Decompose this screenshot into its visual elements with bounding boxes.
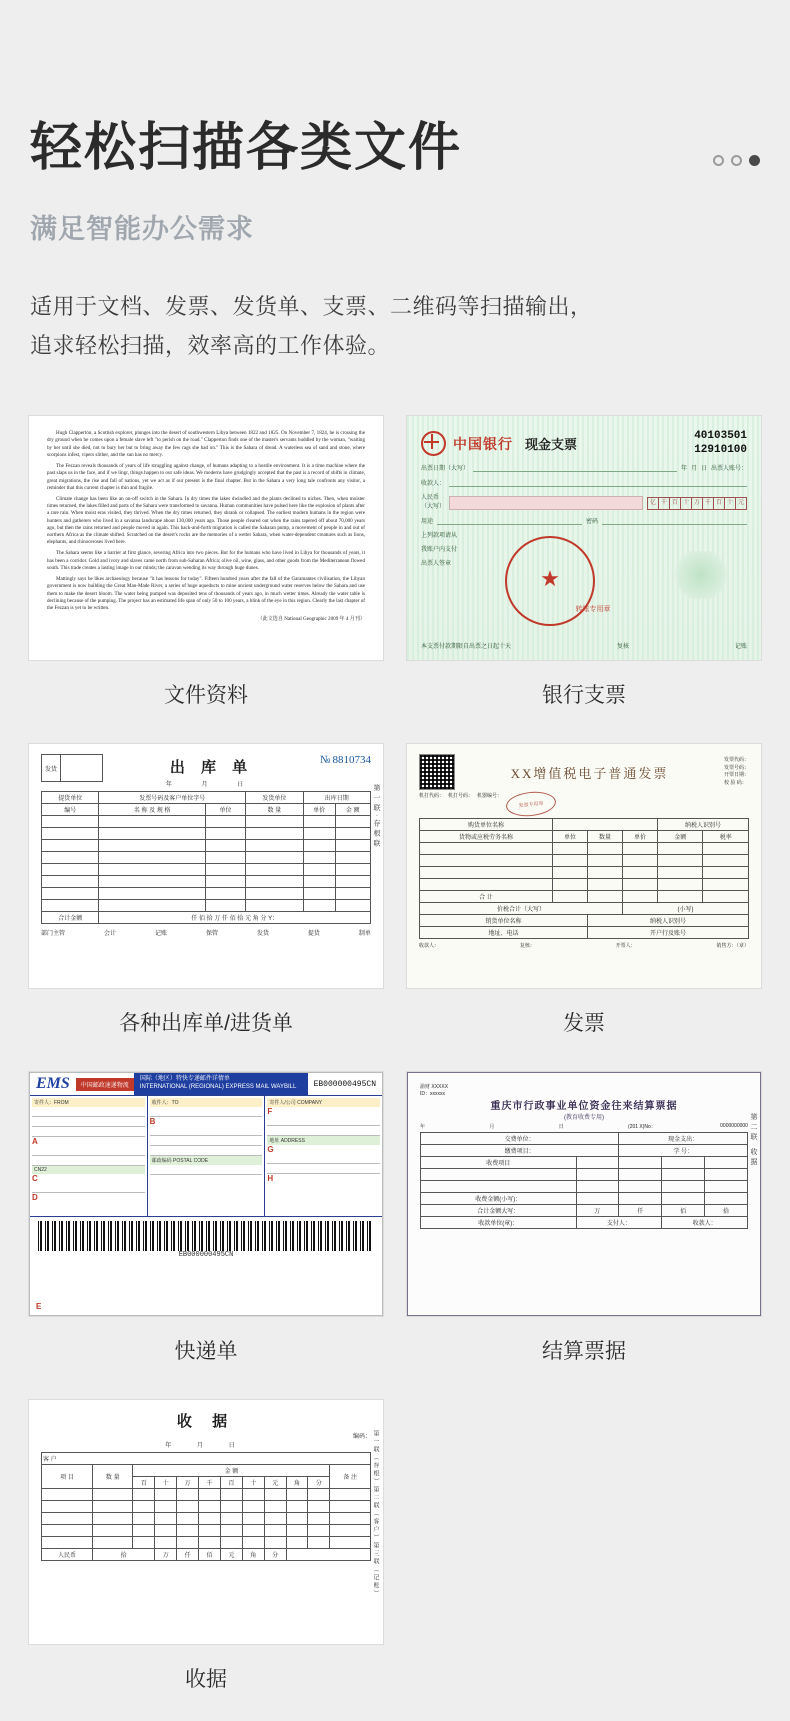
cheque-usage-row — [421, 515, 747, 525]
footer-item: 制单 — [358, 931, 371, 938]
table-row — [420, 903, 749, 915]
caption-receipt: 收据 — [185, 1668, 227, 1692]
page-subtitle: 满足智能办公需求 — [30, 214, 254, 245]
footer-item: 复核： — [519, 943, 535, 950]
cheque-amount-units — [647, 497, 747, 510]
outbound-head-cell: 出库日期 — [303, 792, 370, 804]
invoice-seller-label: 地址、电话 — [420, 927, 588, 939]
ems-field-line[interactable] — [150, 1165, 263, 1175]
document-body — [29, 416, 383, 641]
dot-indicator-2 — [731, 155, 742, 166]
table-row — [421, 1181, 748, 1193]
outbound-side-text: 第一联·存根联 — [373, 784, 380, 850]
outbound-total-units: 仟 佰 拾 万 仟 佰 拾 元 角 分 Y： — [99, 912, 371, 924]
cheque-number-line-2: 12910100 — [694, 443, 747, 456]
settlement-row-label: 收费项目 — [421, 1157, 577, 1169]
settlement-table — [420, 1132, 748, 1229]
sample-cell-cheque — [406, 415, 762, 737]
ems-title — [134, 1073, 308, 1095]
invoice-label: 校 验 码： — [723, 779, 747, 786]
invoice-seller-label: 销货单位名称 — [420, 915, 588, 927]
ems-letter-f: F — [267, 1107, 273, 1117]
footer-item: 收款人： — [419, 943, 440, 950]
caption-invoice: 发票 — [563, 1012, 605, 1036]
ems-field-line[interactable] — [32, 1107, 145, 1117]
table-total-row — [42, 912, 371, 924]
col-header: 金 额 — [335, 804, 370, 816]
footer-item: 保管 — [205, 931, 218, 938]
table-row — [42, 792, 371, 804]
outbound-head-cell: 发货单位 — [246, 792, 303, 804]
express-col-from — [30, 1096, 148, 1216]
cheque-amount-field[interactable] — [449, 496, 643, 510]
sample-cell-document — [28, 415, 384, 737]
sample-cell-settlement — [406, 1071, 762, 1393]
invoice-label: 发票代码： — [723, 757, 749, 764]
settlement-row-label: 交费单位： — [421, 1133, 619, 1145]
ems-field-line[interactable] — [32, 1146, 145, 1156]
ems-field-line[interactable] — [150, 1136, 263, 1146]
ems-logo: EMS — [36, 1075, 70, 1093]
table-row — [42, 1489, 371, 1501]
total-unit: 角 — [242, 1549, 264, 1561]
cheque-watermark — [671, 551, 731, 599]
cheque-password-fill — [602, 515, 747, 525]
date-day: 日 — [558, 1124, 564, 1131]
settlement-row-label: 收费金额(小写)： — [421, 1193, 577, 1205]
table-row — [42, 888, 371, 900]
cheque-date-label: 出票日期（大写） — [421, 465, 470, 472]
date-month: 月 — [196, 1443, 215, 1450]
cheque-seal-stamp — [505, 536, 611, 626]
ems-letter-a: A — [32, 1137, 38, 1147]
outbound-number-block — [320, 754, 371, 766]
invoice-title: XX增值税电子普通发票 — [510, 765, 669, 781]
thumbnail-receipt[interactable] — [28, 1399, 384, 1645]
outbound-total-label: 合计金额 — [42, 912, 99, 924]
col-header: 数量 — [587, 831, 622, 843]
settlement-row-label: 合计金额大写： — [421, 1205, 577, 1217]
table-row — [421, 1157, 748, 1169]
col-header: 编号 — [42, 804, 99, 816]
ems-code: EB000000495CN — [313, 1079, 376, 1089]
outbound-header — [41, 754, 371, 788]
table-row — [420, 819, 749, 831]
amount-unit: 分 — [308, 1477, 330, 1489]
amount-unit: 千 — [659, 497, 670, 510]
outbound-unit-label: 提货单位 — [42, 792, 99, 804]
table-row — [421, 1205, 748, 1217]
barcode-icon — [38, 1221, 374, 1251]
table-header-row — [42, 804, 371, 816]
amount-unit: 千 — [703, 497, 714, 510]
invoice-seller-label: 开户行及账号 — [587, 927, 748, 939]
cheque-usage-fill — [437, 515, 582, 525]
thumbnail-cheque[interactable] — [406, 415, 762, 661]
amount-unit: 元 — [736, 497, 747, 510]
document-paragraph: The Fezzan reveals thousands of years of life struggling against change, of humans adapting to a hostile environment. It is a time machine where the past slaps us in the face, and if we lingr, things happen to our safe ideas. We moderns have grudgingly accepted that the past is a record of shifts in climate, great migrations, the rise and fall of nations, yet we act as if our present is the final chapter. But in the Sahara a very long tale confronts any visitor, a reminder that this current chapter is thin and fragile. — [47, 463, 365, 491]
caption-outbound: 各种出库单/进货单 — [119, 1012, 293, 1036]
outbound-form — [29, 744, 383, 988]
ems-letter-g: G — [267, 1145, 274, 1155]
table-row — [42, 852, 371, 864]
invoice-label: 机打号码： — [448, 793, 474, 800]
col-header: 单位 — [205, 804, 245, 816]
date-month: 月 — [489, 1124, 495, 1131]
amount-unit: 十 — [242, 1477, 264, 1489]
ems-letter-h: H — [267, 1174, 274, 1184]
cheque-form — [407, 416, 761, 660]
table-row — [420, 843, 749, 855]
ems-field-line[interactable] — [150, 1126, 263, 1136]
table-header-row — [42, 1465, 371, 1477]
amount-unit: 千 — [199, 1477, 221, 1489]
ems-field-line[interactable] — [267, 1164, 380, 1174]
amount-unit: 十 — [155, 1477, 177, 1489]
invoice-right-labels — [724, 757, 749, 787]
date-year: 年 — [420, 1124, 426, 1131]
table-total-row — [420, 891, 749, 903]
receipt-no-row — [41, 1431, 371, 1440]
settlement-row-label: 支付人： — [576, 1217, 662, 1229]
thumbnail-outbound[interactable] — [28, 743, 384, 989]
table-row — [420, 879, 749, 891]
dot-indicator-3 — [749, 155, 760, 166]
sample-cell-invoice — [406, 743, 762, 1065]
settlement-right-label: 现金支出： — [619, 1133, 748, 1145]
receipt-customer-label: 客 户 — [42, 1453, 371, 1465]
invoice-buyer-label: 购货单位名称 — [420, 819, 553, 831]
express-header — [30, 1073, 382, 1096]
footer-item: 发货 — [256, 931, 269, 938]
col-header: 数 量 — [246, 804, 303, 816]
footer-item: 会计 — [103, 931, 116, 938]
ems-field-line[interactable] — [32, 1156, 145, 1166]
invoice-label: 发票号码： — [723, 764, 749, 771]
col-header: 备 注 — [330, 1465, 371, 1489]
invoice-label: 机器编号： — [477, 793, 503, 800]
date-day: 日 — [237, 782, 258, 789]
ems-field-line[interactable] — [267, 1126, 380, 1136]
cheque-note-2: 我账户内支付 — [421, 546, 458, 553]
table-row — [421, 1133, 748, 1145]
caption-express: 快递单 — [174, 1340, 238, 1364]
col-header: 名 称 及 规 格 — [99, 804, 205, 816]
outbound-no-value: 8810734 — [332, 754, 371, 767]
cheque-note-3: 出票人签章 — [421, 560, 452, 567]
invoice-small-label: (小写) — [622, 903, 748, 915]
express-columns — [30, 1096, 382, 1217]
receipt-no-label: 编码： — [352, 1434, 371, 1441]
invoice-stamp: 发票专用章 — [505, 790, 557, 819]
cheque-valid-label: 本支票付款期限自出票之日起十天 — [421, 644, 512, 651]
cheque-day: 日 — [700, 465, 707, 472]
ems-field-line[interactable] — [32, 1183, 145, 1193]
settlement-side-text: 第二联 收据 — [750, 1113, 757, 1169]
ems-to-label: 收件人：TO — [150, 1098, 263, 1107]
table-row — [42, 1525, 371, 1537]
table-row — [42, 1513, 371, 1525]
settlement-topline — [420, 1083, 748, 1090]
cheque-number — [694, 430, 747, 458]
outbound-category-label: 发货 — [42, 755, 61, 781]
invoice-label: 开票日期： — [723, 772, 749, 779]
ems-field-line[interactable] — [267, 1116, 380, 1126]
amount-unit: 百 — [714, 497, 725, 510]
invoice-capital-label: 价税合计（大写） — [420, 903, 623, 915]
settlement-code-1: 渝财 XXXXX — [420, 1084, 449, 1091]
cheque-amount-row — [421, 492, 747, 510]
total-unit: 拾 — [93, 1549, 155, 1561]
cheque-amount-label-1: 人民币 — [421, 494, 440, 501]
outbound-head-cell: 发票号码及客户单位字号 — [99, 792, 246, 804]
ems-field-line[interactable] — [150, 1107, 263, 1117]
amount-unit: 十 — [681, 497, 692, 510]
table-row — [420, 915, 749, 927]
sample-cell-receipt — [28, 1399, 384, 1721]
cheque-footer — [421, 641, 747, 650]
cheque-year: 年 — [680, 465, 687, 472]
page-title: 轻松扫描各类文件 — [30, 119, 463, 177]
caption-cheque: 银行支票 — [542, 684, 626, 708]
settlement-no-value: 0000000000 — [720, 1123, 748, 1130]
cheque-date-row — [421, 462, 747, 472]
footer-item: 销售方：（章） — [716, 943, 749, 950]
settlement-row-label: 收款单位(章)： — [421, 1217, 577, 1229]
col-header: 金额 — [658, 831, 703, 843]
ems-field-line[interactable] — [32, 1127, 145, 1137]
cheque-month: 月 — [690, 465, 697, 472]
amount-unit: 万 — [692, 497, 703, 510]
total-unit: 分 — [264, 1549, 286, 1561]
sample-cell-outbound — [28, 743, 384, 1065]
ems-title-en: INTERNATIONAL (REGIONAL) EXPRESS MAIL WAYBILL — [139, 1084, 297, 1091]
ems-letter-e: E — [36, 1302, 42, 1312]
ems-field-band: 邮政编码 POSTAL CODE — [150, 1156, 263, 1165]
cheque-note-1: 上列款项请从 — [421, 532, 458, 539]
footer-item: 部门主管 — [41, 931, 66, 938]
amount-unit: 百 — [670, 497, 681, 510]
total-unit: 万 — [155, 1549, 177, 1561]
amount-unit: 十 — [725, 497, 736, 510]
date-year: 年 — [165, 1443, 184, 1450]
cheque-amount-label-2: （大写） — [421, 503, 446, 510]
cheque-bank-name: 中国银行 — [453, 435, 513, 452]
invoice-form — [407, 744, 761, 988]
settlement-code-2: ID：xxxxxx — [420, 1091, 446, 1098]
express-col-to — [148, 1096, 266, 1216]
date-day: 日 — [228, 1443, 247, 1450]
settlement-date-row — [420, 1123, 748, 1130]
amount-unit: 百 — [220, 1477, 242, 1489]
invoice-machine-info — [419, 792, 749, 816]
cheque-header — [407, 416, 761, 462]
ems-barcode-number: EB000000495CN — [178, 1251, 234, 1260]
outbound-title: 出 库 单 — [169, 759, 254, 777]
receipt-form — [29, 1400, 383, 1644]
settlement-row-label: 收款人： — [662, 1217, 748, 1229]
footer-item: 开票人： — [615, 943, 636, 950]
amount-unit: 亿 — [647, 497, 659, 510]
ems-field-line[interactable] — [267, 1154, 380, 1164]
express-waybill — [29, 1072, 383, 1316]
cheque-payee-row — [421, 477, 747, 487]
table-row — [42, 816, 371, 828]
document-paragraph: Mattingly says he likes archaeology because "it has lessons for today". Fifteen hundred years after the fall of the Garamantes civilisation, the Libyan government is now building the Great Man-Made River, a series of huge aqueducts to mine ancient underground water reserves below the Sahara and use them to make the desert bloom. The water being pumped was deposited tens of thousands of years ago, in much wetter times. Already the water table is declining because of the pumping. The project has an estimated life span of only 50 to 100 years, a blink of the eye in this region. Clearly the last chapter of the Fezzan is yet to be written. — [47, 576, 365, 611]
ems-field-band: 寄件人/公司 COMPANY — [267, 1098, 380, 1107]
outbound-category-box — [41, 754, 103, 782]
settlement-row-label: 缴费项目： — [421, 1145, 619, 1157]
table-row — [421, 1145, 748, 1157]
document-source: （此文选自 National Geographic 2009 年 4 月刊） — [257, 616, 365, 623]
description-line-1: 适用于文档、发票、发货单、支票、二维码等扫描输出， — [30, 294, 593, 320]
col-header: 单价 — [303, 804, 335, 816]
thumbnail-express[interactable] — [28, 1071, 384, 1317]
capital-unit: 万 — [576, 1205, 619, 1217]
receipt-total-label: 人民币 — [42, 1549, 93, 1561]
table-row — [421, 1193, 748, 1205]
settlement-form — [407, 1072, 761, 1316]
thumbnail-settlement[interactable] — [406, 1071, 762, 1317]
bank-logo-icon — [421, 431, 446, 456]
ems-letter-b: B — [149, 1117, 156, 1127]
col-header: 项 目 — [42, 1465, 93, 1489]
total-unit: 仟 — [177, 1549, 199, 1561]
col-header: 金 额 — [133, 1465, 330, 1477]
invoice-seller-label: 纳税人识别号 — [587, 915, 748, 927]
table-row — [42, 864, 371, 876]
receipt-table — [41, 1452, 371, 1561]
thumbnail-document[interactable] — [28, 415, 384, 661]
cheque-type: 现金支票 — [525, 437, 578, 453]
cheque-review-label: 复核 — [616, 644, 629, 651]
cheque-note-row — [421, 530, 747, 539]
invoice-footer — [419, 942, 749, 949]
date-year: 年 — [165, 782, 186, 789]
outbound-date-row — [109, 779, 314, 788]
cheque-number-line-1: 40103501 — [694, 430, 747, 443]
amount-unit: 百 — [133, 1477, 155, 1489]
sample-cell-express — [28, 1071, 384, 1393]
caption-document: 文件资料 — [164, 684, 248, 708]
page-header — [0, 0, 790, 365]
table-row — [42, 1453, 371, 1465]
caption-settlement: 结算票据 — [542, 1340, 626, 1364]
ems-field-band: 地址 ADDRESS — [267, 1136, 380, 1145]
total-unit: 佰 — [199, 1549, 221, 1561]
table-row — [42, 900, 371, 912]
invoice-header — [419, 754, 749, 790]
col-header: 数 量 — [93, 1465, 133, 1489]
page-description — [30, 288, 760, 365]
pagination-dots — [713, 155, 760, 166]
sample-grid — [0, 415, 790, 1721]
table-row — [420, 927, 749, 939]
document-paragraph: Climate change has been like an on-off switch in the Sahara. In dry times the lakes dwindled and the plants declined to niches. Then, when moister times returned, the lakes filled and parts of the Sahara were transformed to savanna. Human communities have pulsed here like the explosion of plants after a rare rain. When moist eras visited, they thrived. When the dry times returned, they shrank or collapsed. The earliest modern humans in the region were hunters and gatherers who lived in a savanna landscape about 130,000 years ago. Those people cleared out when the rains tapered off about 70,000 years ago, but then the rains returned and people moved in again. This back-and-forth migration is called the Saharan pump, a movement of people in and out of northern Africa as the climate shifted. Scratched on the desert's rocks are the memories of a wetter Sahara, when water-dependent creatures such as lions, elephants, and rhinoceroses lived here. — [47, 495, 365, 546]
dot-indicator-1 — [713, 155, 724, 166]
table-row — [420, 867, 749, 879]
settlement-subtitle: (教育收费专用) — [564, 1115, 604, 1122]
table-row — [421, 1169, 748, 1181]
receipt-date-row — [41, 1440, 371, 1449]
table-header-row — [420, 831, 749, 843]
thumbnail-invoice[interactable] — [406, 743, 762, 989]
capital-unit: 仟 — [619, 1205, 662, 1217]
table-row — [42, 828, 371, 840]
ems-field-line[interactable] — [150, 1146, 263, 1156]
cheque-amount-label — [421, 492, 445, 510]
col-header: 货物或应税劳务名称 — [420, 831, 553, 843]
cheque-seal-text: 转账专用章 — [575, 606, 611, 614]
cheque-payee-label: 收款人： — [421, 480, 446, 487]
outbound-no-label: № — [320, 754, 331, 767]
amount-unit: 万 — [177, 1477, 199, 1489]
footer-item: 记账 — [154, 931, 167, 938]
ems-red-tag: 中国邮政速递物流 — [76, 1078, 134, 1091]
qr-code-icon — [419, 754, 455, 790]
ems-field-line[interactable] — [32, 1117, 145, 1127]
ems-letter-c: C — [32, 1174, 38, 1184]
cheque-record-label: 记账 — [734, 644, 747, 651]
cheque-usage-label: 用途 — [421, 518, 434, 525]
settlement-right-label: 学 号： — [619, 1145, 748, 1157]
invoice-buyer-label: 纳税人识别号 — [658, 819, 749, 831]
capital-unit: 拾 — [705, 1205, 748, 1217]
outbound-footer — [41, 928, 371, 937]
col-header: 单位 — [552, 831, 587, 843]
ems-cn22: CN22 — [32, 1166, 145, 1174]
cheque-payer-no-label: 出票人账号： — [710, 465, 747, 472]
invoice-total-label: 合 计 — [420, 891, 553, 903]
document-paragraph: Hugh Clapperton, a Scottish explorer, plunges into the desert of southwestern Libya between 1822 and 1825. On November 7, 1824, he is crossing the dry ground when he comes upon a female slave left "to perish on the road." Clapperton finds one of the master's servants huddled by the woman, "waiting by her until she died, not to bury her but to bring away the few rags she had on." This is the Sahara of dread. A waterless sea of sand and stone, where scorpions infest, vipers slither, and the sun has no mercy. — [47, 430, 365, 458]
outbound-table — [41, 791, 371, 924]
ems-letter-d: D — [32, 1193, 38, 1203]
cheque-date-fill — [473, 462, 677, 472]
invoice-label: 机打代码： — [419, 793, 445, 800]
ems-title-cn: 国际（地区）特快专递邮件详情单 — [139, 1076, 230, 1083]
amount-unit: 元 — [264, 1477, 286, 1489]
receipt-side-text: 第一联（存根）第二联（客户）第三联（记账） — [372, 1430, 378, 1599]
invoice-table — [419, 818, 749, 939]
total-unit: 元 — [220, 1549, 242, 1561]
ems-from-label: 寄件人：FROM — [32, 1098, 145, 1107]
outbound-title-block — [109, 754, 314, 788]
amount-unit: 角 — [286, 1477, 308, 1489]
table-row — [420, 855, 749, 867]
col-header: 单价 — [622, 831, 657, 843]
date-month: 月 — [201, 782, 222, 789]
cheque-payee-fill — [449, 477, 747, 487]
description-line-2: 追求轻松扫描，效率高的工作体验。 — [30, 332, 391, 358]
receipt-title: 收 据 — [176, 1413, 236, 1431]
table-row — [421, 1217, 748, 1229]
col-header: 税率 — [703, 831, 749, 843]
capital-unit: 佰 — [662, 1205, 705, 1217]
footer-item: 提货 — [307, 931, 320, 938]
table-row — [42, 1537, 371, 1549]
table-row — [42, 876, 371, 888]
table-row — [42, 1501, 371, 1513]
settlement-title: 重庆市行政事业单位资金往来结算票据 — [490, 1101, 678, 1113]
settlement-no-label: (201 X)No： — [628, 1124, 656, 1131]
document-paragraph: The Sahara seems like a barrier at first glance, severing Africa into two pieces. But for the humans who have lived in Libya for thousands of years, it has been a corridor. Gold and ivory and slaves came north from sub-Saharan Africa; olive oil, wine, glass, and other goods from the Mediterranean flowed south. This trade creates a lasting image in our minds; the caravan wending its way through huge dunes. — [47, 550, 365, 571]
star-icon: ★ — [540, 565, 560, 591]
table-row — [42, 840, 371, 852]
cheque-password-label: 密码 — [586, 518, 599, 525]
express-col-extra — [265, 1096, 382, 1216]
